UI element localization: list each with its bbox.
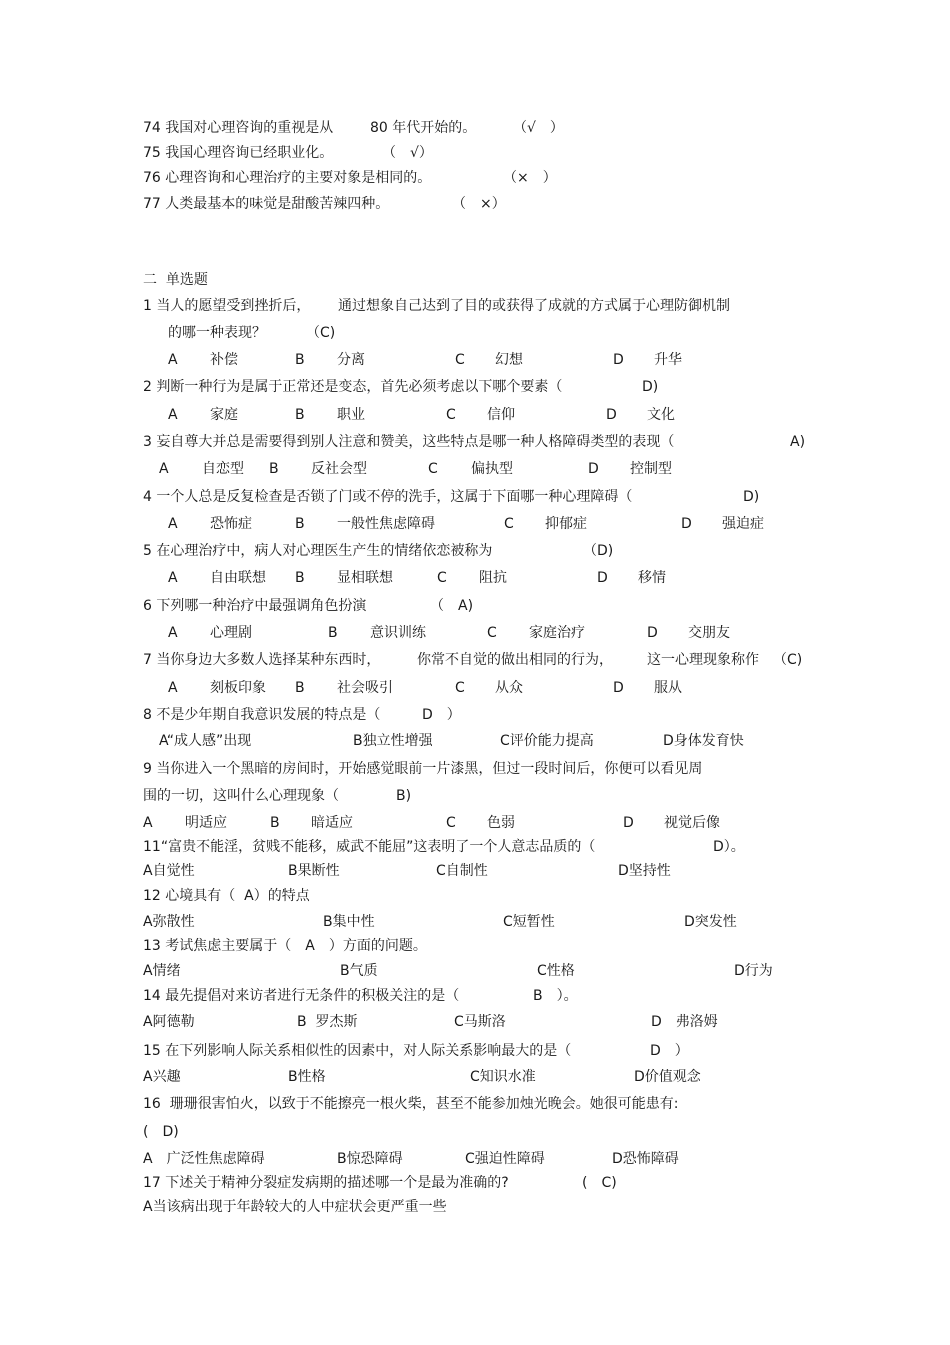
q8-answer: D ） — [422, 707, 461, 723]
q5-option-c-letter: C — [437, 570, 447, 586]
q2-option-a-letter: A — [168, 407, 178, 423]
q3-option-c-text: 偏执型 — [471, 461, 513, 477]
q4-option-c-text: 抑郁症 — [545, 516, 587, 532]
q2-option-b-text: 职业 — [337, 407, 365, 423]
q1-option-a-letter: A — [168, 352, 178, 368]
q11-option-d: D坚持性 — [618, 863, 671, 879]
q7-answer: （C) — [773, 652, 803, 668]
q14-text: 14 最先提倡对来访者进行无条件的积极关注的是（ — [143, 988, 460, 1004]
q1-text-a: 1 当人的愿望受到挫折后， — [143, 298, 311, 314]
q1-option-d-letter: D — [613, 352, 624, 368]
q11-option-b: B果断性 — [288, 863, 340, 879]
q7-option-a-letter: A — [168, 680, 178, 696]
q2-answer: D) — [642, 379, 659, 395]
q14-option-b: B 罗杰斯 — [297, 1014, 358, 1030]
section-title: 二 单选题 — [143, 272, 208, 288]
q7-option-c-letter: C — [455, 680, 465, 696]
q17-option-a: A当该病出现于年龄较大的人中症状会更严重一些 — [143, 1199, 447, 1215]
q2-option-d-letter: D — [606, 407, 617, 423]
q2-option-c-letter: C — [446, 407, 456, 423]
q5-option-a-text: 自由联想 — [210, 570, 266, 586]
q4-option-b-letter: B — [295, 516, 305, 532]
q6-option-d-text: 交朋友 — [688, 625, 730, 641]
q7-option-a-text: 刻板印象 — [210, 680, 266, 696]
q15-option-a: A兴趣 — [143, 1069, 181, 1085]
tf-77-answer: （ ×） — [452, 196, 506, 212]
q9-option-d-letter: D — [623, 815, 634, 831]
q14-answer: B ）。 — [533, 988, 578, 1004]
q15-answer: D ） — [650, 1043, 689, 1059]
q7-option-d-text: 服从 — [654, 680, 682, 696]
q9-option-b-text: 暗适应 — [311, 815, 353, 831]
q6-answer: （ A) — [430, 598, 474, 614]
q16-option-b: B惊恐障碍 — [337, 1151, 403, 1167]
tf-76-answer: （× ） — [503, 170, 557, 186]
q3-option-b-text: 反社会型 — [311, 461, 367, 477]
q3-option-d-text: 控制型 — [630, 461, 672, 477]
q6-option-a-text: 心理剧 — [210, 625, 252, 641]
q8-option-a: A“成人感”出现 — [159, 733, 252, 749]
q6-option-c-text: 家庭治疗 — [529, 625, 585, 641]
q9-option-a-text: 明适应 — [185, 815, 227, 831]
tf-77-question: 77 人类最基本的味觉是甜酸苦辣四种。 — [143, 196, 390, 212]
q13-option-a: A情绪 — [143, 963, 181, 979]
q5-option-b-text: 显相联想 — [337, 570, 393, 586]
q4-option-d-text: 强迫症 — [722, 516, 764, 532]
q7-text-c: 这一心理现象称作 — [647, 652, 759, 668]
q4-option-d-letter: D — [681, 516, 692, 532]
tf-75-answer: （ √） — [382, 145, 433, 161]
q4-option-a-letter: A — [168, 516, 178, 532]
q9-text-a: 9 当你进入一个黑暗的房间时，开始感觉眼前一片漆黑，但过一段时间后，你便可以看见周 — [143, 761, 703, 777]
q4-answer: D) — [743, 489, 760, 505]
q13-option-b: B气质 — [340, 963, 378, 979]
q6-option-b-text: 意识训练 — [370, 625, 426, 641]
q8-option-c: C评价能力提高 — [500, 733, 594, 749]
q3-answer: A) — [790, 434, 806, 450]
q16-option-a: A 广泛性焦虑障碍 — [143, 1151, 265, 1167]
q11-option-c: C自制性 — [436, 863, 488, 879]
q5-option-c-text: 阻抗 — [479, 570, 507, 586]
tf-74-question-end: 80 年代开始的。 — [370, 120, 477, 136]
q4-option-c-letter: C — [504, 516, 514, 532]
q7-option-d-letter: D — [613, 680, 624, 696]
q3-option-a-letter: A — [159, 461, 169, 477]
q1-answer: （C) — [306, 325, 336, 341]
q3-text: 3 妄自尊大并总是需要得到别人注意和赞美，这些特点是哪一种人格障碍类型的表现（ — [143, 434, 675, 450]
q9-option-d-text: 视觉后像 — [664, 815, 720, 831]
q1-option-c-text: 幻想 — [495, 352, 523, 368]
q1-option-c-letter: C — [455, 352, 465, 368]
q5-answer: （D) — [583, 543, 614, 559]
q2-option-d-text: 文化 — [647, 407, 675, 423]
q12-text: 12 心境具有（ A）的特点 — [143, 888, 310, 904]
q7-option-c-text: 从众 — [495, 680, 523, 696]
q2-text: 2 判断一种行为是属于正常还是变态，首先必须考虑以下哪个要素（ — [143, 379, 563, 395]
q16-text: 16 珊珊很害怕火，以致于不能擦亮一根火柴，甚至不能参加烛光晚会。她很可能患有: — [143, 1096, 679, 1112]
q6-text: 6 下列哪一种治疗中最强调角色扮演 — [143, 598, 367, 614]
q5-text: 5 在心理治疗中，病人对心理医生产生的情绪依恋被称为 — [143, 543, 493, 559]
q5-option-a-letter: A — [168, 570, 178, 586]
tf-74-answer: （√ ） — [513, 120, 564, 136]
q7-text-b: 你常不自觉的做出相同的行为， — [417, 652, 613, 668]
q11-text: 11“富贵不能淫，贫贱不能移，威武不能屈”这表明了一个人意志品质的（ — [143, 839, 596, 855]
q3-option-d-letter: D — [588, 461, 599, 477]
q16-option-c: C强迫性障碍 — [465, 1151, 545, 1167]
q15-option-d: D价值观念 — [634, 1069, 701, 1085]
q14-option-c: C马斯洛 — [454, 1014, 506, 1030]
q17-text: 17 下述关于精神分裂症发病期的描述哪一个是最为准确的? — [143, 1175, 509, 1191]
q12-option-b: B集中性 — [323, 914, 375, 930]
q7-option-b-text: 社会吸引 — [337, 680, 393, 696]
q16-answer: ( D) — [143, 1124, 179, 1140]
q3-option-a-text: 自恋型 — [202, 461, 244, 477]
tf-76-question: 76 心理咨询和心理治疗的主要对象是相同的。 — [143, 170, 432, 186]
q5-option-d-letter: D — [597, 570, 608, 586]
q7-text-a: 7 当你身边大多数人选择某种东西时， — [143, 652, 381, 668]
q1-option-b-letter: B — [295, 352, 305, 368]
q4-option-a-text: 恐怖症 — [210, 516, 252, 532]
q14-option-a: A阿德勒 — [143, 1014, 195, 1030]
q1-option-a-text: 补偿 — [210, 352, 238, 368]
q6-option-c-letter: C — [487, 625, 497, 641]
q6-option-d-letter: D — [647, 625, 658, 641]
q2-option-a-text: 家庭 — [210, 407, 238, 423]
q11-answer: D）。 — [713, 839, 745, 855]
q9-option-b-letter: B — [270, 815, 280, 831]
q8-option-d: D身体发育快 — [663, 733, 744, 749]
q5-option-b-letter: B — [295, 570, 305, 586]
q8-option-b: B独立性增强 — [353, 733, 433, 749]
q15-text: 15 在下列影响人际关系相似性的因素中，对人际关系影响最大的是（ — [143, 1043, 572, 1059]
q15-option-b: B性格 — [288, 1069, 326, 1085]
q4-option-b-text: 一般性焦虑障碍 — [337, 516, 435, 532]
q13-text: 13 考试焦虑主要属于（ A ）方面的问题。 — [143, 938, 427, 954]
q9-option-a-letter: A — [143, 815, 153, 831]
q9-option-c-text: 色弱 — [487, 815, 515, 831]
q6-option-b-letter: B — [328, 625, 338, 641]
tf-75-question: 75 我国心理咨询已经职业化。 — [143, 145, 334, 161]
q16-option-d: D恐怖障碍 — [612, 1151, 679, 1167]
q3-option-c-letter: C — [428, 461, 438, 477]
q11-option-a: A自觉性 — [143, 863, 195, 879]
q17-answer: ( C) — [582, 1175, 617, 1191]
q9-text-b: 围的一切，这叫什么心理现象（ — [143, 788, 339, 804]
q1-option-b-text: 分离 — [337, 352, 365, 368]
q12-option-a: A弥散性 — [143, 914, 195, 930]
q4-text: 4 一个人总是反复检查是否锁了门或不停的洗手，这属于下面哪一种心理障碍（ — [143, 489, 633, 505]
q3-option-b-letter: B — [269, 461, 279, 477]
q8-text: 8 不是少年期自我意识发展的特点是（ — [143, 707, 381, 723]
q6-option-a-letter: A — [168, 625, 178, 641]
tf-74-question: 74 我国对心理咨询的重视是从 — [143, 120, 334, 136]
q5-option-d-text: 移情 — [638, 570, 666, 586]
q7-option-b-letter: B — [295, 680, 305, 696]
q13-option-d: D行为 — [734, 963, 773, 979]
q14-option-d: D 弗洛姆 — [651, 1014, 718, 1030]
q12-option-c: C短暂性 — [503, 914, 555, 930]
q2-option-c-text: 信仰 — [487, 407, 515, 423]
q2-option-b-letter: B — [295, 407, 305, 423]
q9-option-c-letter: C — [446, 815, 456, 831]
q15-option-c: C知识水准 — [470, 1069, 536, 1085]
q9-answer: B) — [396, 788, 412, 804]
q1-option-d-text: 升华 — [654, 352, 682, 368]
q12-option-d: D突发性 — [684, 914, 737, 930]
q13-option-c: C性格 — [537, 963, 575, 979]
q1-text-c: 的哪一种表现？ — [168, 325, 266, 341]
q1-text-b: 通过想象自己达到了目的或获得了成就的方式属于心理防御机制 — [338, 298, 730, 314]
